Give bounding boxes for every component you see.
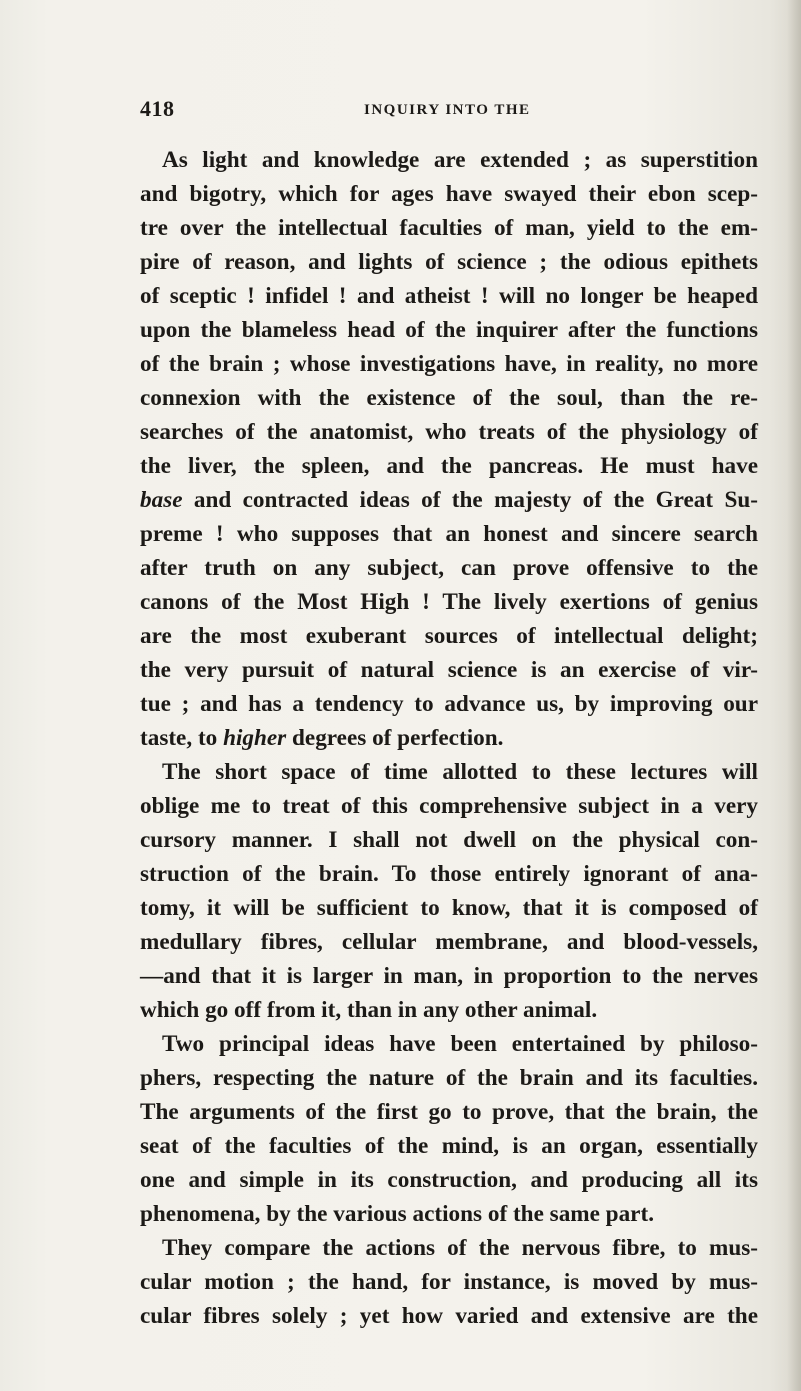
text-line: tue ; and has a tendency to advance us, by improving our — [140, 691, 758, 717]
text-line: the very pursuit of natural science is an exercise of vir- — [140, 657, 758, 683]
text-line: Two principal ideas have been entertained by philoso- — [162, 1031, 758, 1057]
text-line: of sceptic ! infidel ! and atheist ! will no longer be heaped — [140, 283, 758, 309]
text-line: medullary fibres, cellular membrane, and blood-vessels, — [140, 929, 758, 955]
text-line: the liver, the spleen, and the pancreas. He must have — [140, 453, 758, 479]
text-line: of the brain ; whose investigations have, in reality, no more — [140, 351, 758, 377]
text-line: They compare the actions of the nervous fibre, to mus- — [162, 1235, 758, 1261]
page-header — [140, 96, 740, 126]
text-line: —and that it is larger in man, in proportion to the nerves — [140, 963, 758, 989]
text-line: searches of the anatomist, who treats of the physiology of — [140, 419, 758, 445]
text-segment: degrees of perfection. — [286, 725, 504, 751]
text-line: canons of the Most High ! The lively exertions of genius — [140, 589, 758, 615]
running-head: INQUIRY INTO THE — [364, 102, 531, 118]
body-text — [140, 143, 758, 1333]
italic-word: higher — [223, 725, 287, 751]
text-line: upon the blameless head of the inquirer after the functions — [140, 317, 758, 343]
page-number: 418 — [140, 96, 175, 121]
text-line: pire of reason, and lights of science ; the odious epithets — [140, 249, 758, 275]
text-line: tomy, it will be sufficient to know, that it is composed of — [140, 895, 758, 921]
text-line: preme ! who supposes that an honest and sincere search — [140, 521, 758, 547]
text-line: As light and knowledge are extended ; as superstition — [162, 147, 758, 173]
text-line: The arguments of the first go to prove, that the brain, the — [140, 1099, 758, 1125]
text-line: one and simple in its construction, and producing all its — [140, 1167, 758, 1193]
text-line: The short space of time allotted to these lectures will — [162, 759, 758, 785]
text-line: oblige me to treat of this comprehensive subject in a very — [140, 793, 758, 819]
italic-word: base — [140, 487, 183, 513]
text-line — [140, 483, 758, 517]
text-segment: taste, to — [140, 725, 224, 751]
text-line: cursory manner. I shall not dwell on the physical con- — [140, 827, 758, 853]
text-line: struction of the brain. To those entirely ignorant of ana- — [140, 861, 758, 887]
text-line: connexion with the existence of the soul, than the re- — [140, 385, 758, 411]
text-line: tre over the intellectual faculties of man, yield to the em- — [140, 215, 758, 241]
text-line: cular motion ; the hand, for instance, is moved by mus- — [140, 1269, 758, 1295]
text-line: are the most exuberant sources of intellectual delight; — [140, 623, 758, 649]
text-line: and bigotry, which for ages have swayed their ebon scep- — [140, 181, 758, 207]
text-line — [140, 721, 758, 755]
text-line: phenomena, by the various actions of the same part. — [140, 1201, 654, 1227]
text-line: phers, respecting the nature of the brain and its faculties. — [140, 1065, 758, 1091]
page-edge-shadow — [787, 0, 801, 1391]
text-segment: and contracted ideas of the majesty of the Great Su- — [182, 487, 758, 513]
text-line: which go off from it, than in any other animal. — [140, 997, 598, 1023]
text-line: cular fibres solely ; yet how varied and extensive are the — [140, 1303, 758, 1329]
text-line: after truth on any subject, can prove offensive to the — [140, 555, 758, 581]
text-line: seat of the faculties of the mind, is an organ, essentially — [140, 1133, 758, 1159]
